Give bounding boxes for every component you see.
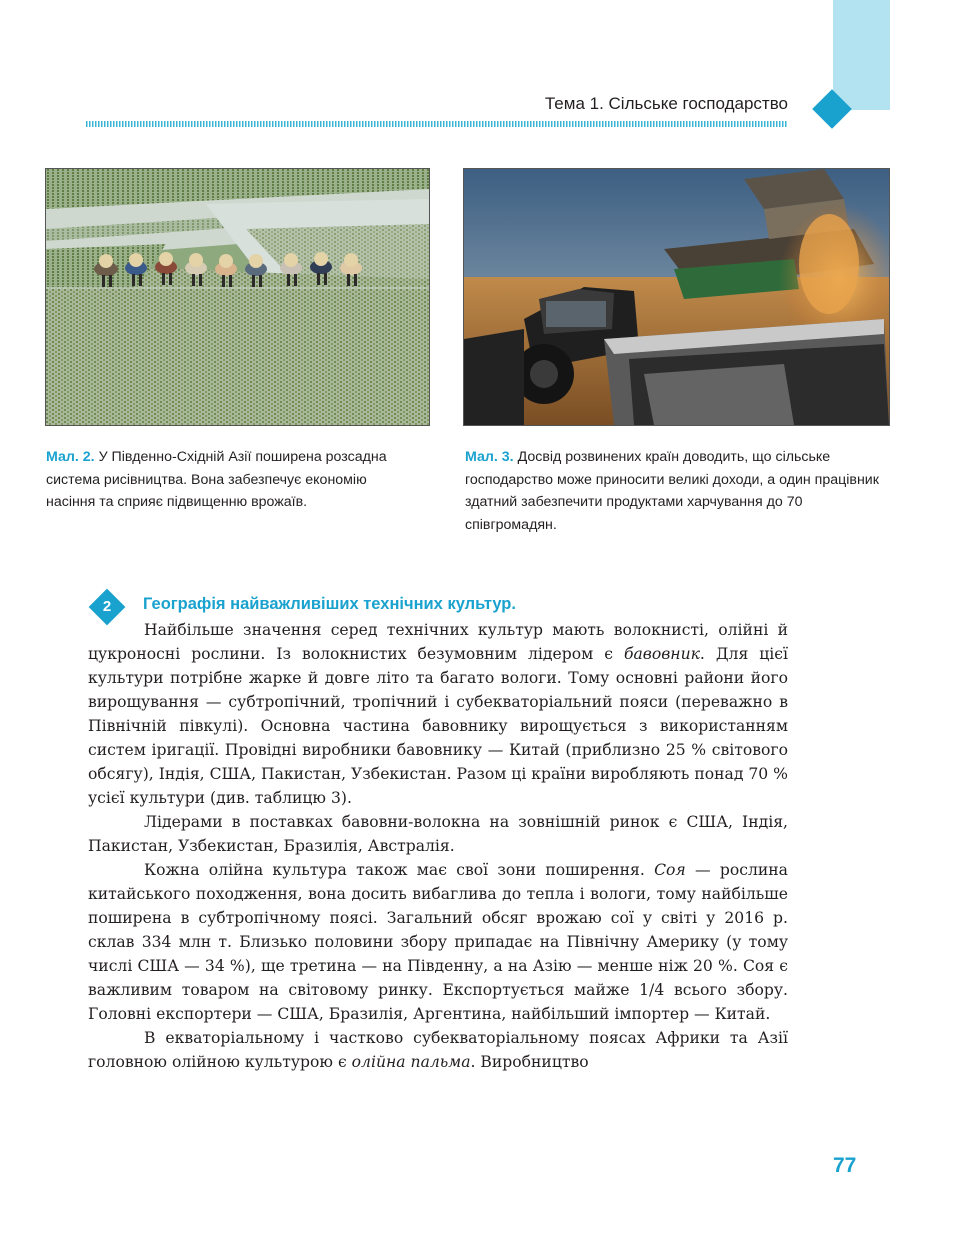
figure-2-caption [46,446,416,514]
text-run: Лідерами в поставках бавовни-волокна на зовнішній ринок є США, Індія, Пакистан, Узбекистан, Бразилія, Австралія. [88,813,788,855]
text-run: Найбільше значення серед технічних культур мають волокнисті, олійні й цукроносні рослини. Із волокнистих безумовним лідером є [88,621,788,663]
page-number: 77 [833,1154,857,1177]
running-header-title: Тема 1. Сільське господарство [544,94,788,113]
text-run: — рослина китайського походження, вона досить вибаглива до тепла і вологи, тому найбільше поширена в субтропічному поясі. Загальний обсяг врожаю сої у світі у 2016 р. склав 334 млн т. Близько половини збору припадає на Північну Америку (у тому числі США — 34 %), ще третина — на Південну, а на Азію — менше ніж 20 %. Соя є важливим товаром на світовому ринку. Експортується майже 1/4 всього збору. Головні експортери — США, Бразилія, Аргентина, найбільший імпортер — Китай. [88,861,788,1023]
body-paragraph [88,858,788,1026]
body-paragraph [88,618,788,810]
text-run: . Виробництво [470,1053,589,1071]
text-run: Кожна олійна культура також має свої зони поширення. [144,861,655,879]
body-paragraph [88,1026,788,1074]
figure-2-caption-text: У Південно-Східній Азії поширена розсадна система рисівництва. Вона забезпечує економію насіння та сприяє підвищенню врожаїв. [46,449,387,510]
figure-3-caption-text: Досвід розвинених країн доводить, що сільське господарство може приносити великі доходи, а один працівник здатний забезпечити продуктами харчування до 70 співгромадян. [465,449,879,533]
corner-tab [833,0,890,110]
italic-term: олійна пальма [351,1053,471,1071]
figure-3-caption [465,446,890,536]
header-dotted-rule [86,121,788,127]
rice-planting-photo [45,168,430,426]
italic-term: Соя [654,861,686,879]
grain-harvest-photo [463,168,890,426]
figure-3-label: Мал. 3. [465,449,514,465]
section-number-badge [94,594,120,620]
section-heading: Географія найважливіших технічних культур. [143,595,516,613]
italic-term: бавовник [623,645,700,663]
figure-2-label: Мал. 2. [46,449,95,465]
text-run: В екваторіальному і частково субекваторіальному поясах Африки та Азії головною олійною культурою є [88,1029,788,1071]
body-paragraph [88,810,788,858]
body-text [88,618,788,1074]
section-number: 2 [102,598,112,615]
text-run: . Для цієї культури потрібне жарке й довге літо та багато вологи. Тому основні райони його вирощування — субтропічний, тропічний і субекваторіальний пояси (переважно в Північній півкулі). Основна частина бавовнику вирощується з використанням систем іригації. Провідні виробники бавовнику — Китай (приблизно 25 % світового обсягу), Індія, США, Пакистан, Узбекистан. Разом ці країни виробляють понад 70 % усієї культури (див. таблицю 3). [88,645,789,807]
